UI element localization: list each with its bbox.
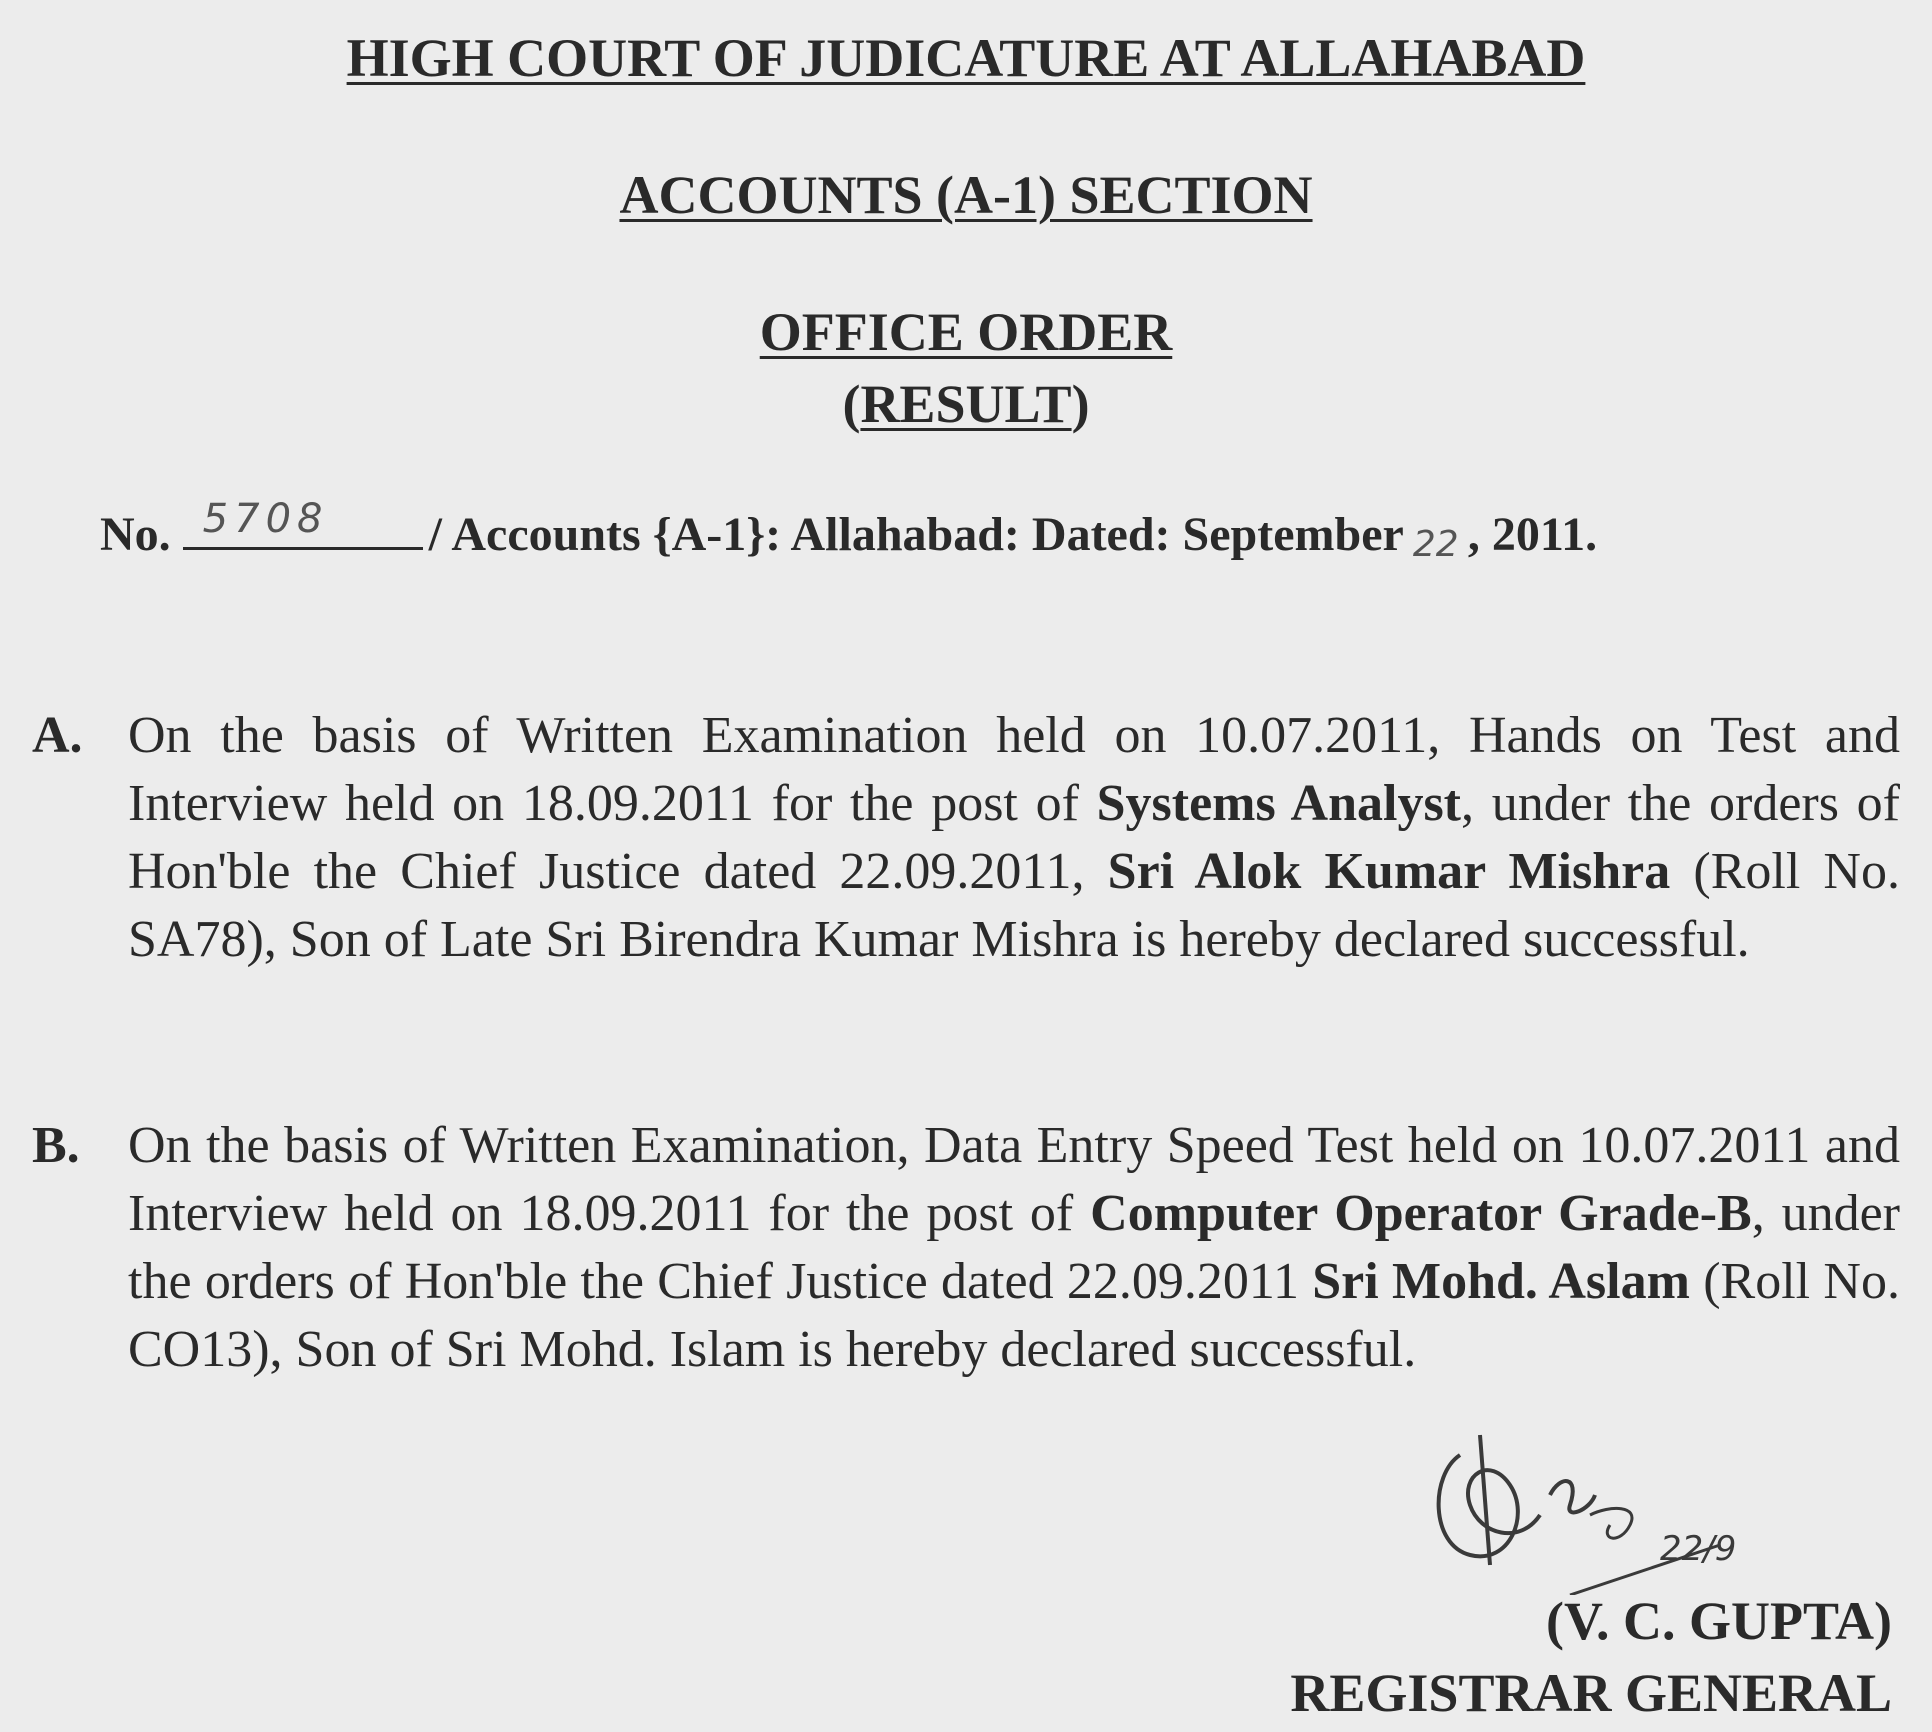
reference-line bbox=[100, 496, 1880, 569]
paragraph-b-name: Sri Mohd. Aslam bbox=[1312, 1253, 1690, 1310]
paragraph-b bbox=[32, 1112, 1900, 1384]
court-heading bbox=[0, 28, 1932, 88]
signatory-name: (V. C. GUPTA) bbox=[1546, 1591, 1892, 1651]
office-order-heading bbox=[0, 302, 1932, 362]
paragraph-a-text-1: On the basis of Written Examination held on 10.07.2011, Hands on Test and Interview held on 18.09.2011 for the post of bbox=[128, 707, 1900, 832]
office-order-text: OFFICE ORDER bbox=[759, 302, 1173, 362]
reference-no-label: No. bbox=[100, 508, 171, 561]
paragraph-b-text-2: , under the orders of Hon'ble the Chief Justice dated 22.09.2011 bbox=[128, 1185, 1900, 1310]
result-heading bbox=[0, 374, 1932, 434]
signature-stroke-4 bbox=[1590, 1508, 1632, 1538]
reference-year: , 2011. bbox=[1467, 508, 1598, 561]
signature-stroke-2 bbox=[1480, 1435, 1490, 1565]
paragraph-b-body bbox=[128, 1112, 1900, 1384]
paragraph-a-text-3: (Roll No. SA78), Son of Late Sri Birendra Kumar Mishra is hereby declared successful. bbox=[128, 843, 1900, 968]
paragraph-b-label: B. bbox=[32, 1117, 80, 1174]
signature-stroke-3 bbox=[1550, 1481, 1595, 1512]
paragraph-a-post: Systems Analyst bbox=[1096, 775, 1462, 832]
reference-number-handwritten: 5708 bbox=[202, 496, 329, 542]
result-open-paren: ( bbox=[842, 374, 861, 434]
court-heading-text: HIGH COURT OF JUDICATURE AT ALLAHABAD bbox=[346, 28, 1586, 88]
date-day-handwritten: 22 bbox=[1412, 524, 1459, 565]
result-close-paren: ) bbox=[1071, 374, 1090, 434]
paragraph-a-name: Sri Alok Kumar Mishra bbox=[1107, 843, 1671, 900]
reference-number-blank bbox=[183, 496, 423, 550]
paragraph-a-text-2: , under the orders of Hon'ble the Chief Justice dated 22.09.2011, bbox=[128, 775, 1900, 900]
paragraph-a-body bbox=[128, 702, 1900, 974]
section-heading-text: ACCOUNTS (A-1) SECTION bbox=[619, 165, 1313, 225]
paragraph-b-text-3: (Roll No. CO13), Son of Sri Mohd. Islam is hereby declared successful. bbox=[128, 1253, 1900, 1378]
section-heading bbox=[0, 165, 1932, 225]
paragraph-a bbox=[32, 702, 1900, 974]
paragraph-a-label: A. bbox=[32, 707, 83, 764]
paragraph-b-text-1: On the basis of Written Examination, Data Entry Speed Test held on 10.07.2011 and Interview held on 18.09.2011 for the post of bbox=[128, 1117, 1900, 1242]
signatory-block bbox=[1290, 1585, 1892, 1729]
paragraph-b-post: Computer Operator Grade-B bbox=[1090, 1185, 1752, 1242]
result-text: RESULT bbox=[860, 374, 1072, 434]
handwritten-signature bbox=[1420, 1395, 1780, 1595]
signature-date: 22/9 bbox=[1660, 1529, 1737, 1569]
reference-text: / Accounts {A-1}: Allahabad: Dated: September bbox=[428, 508, 1404, 561]
signatory-designation: REGISTRAR GENERAL bbox=[1290, 1663, 1892, 1723]
